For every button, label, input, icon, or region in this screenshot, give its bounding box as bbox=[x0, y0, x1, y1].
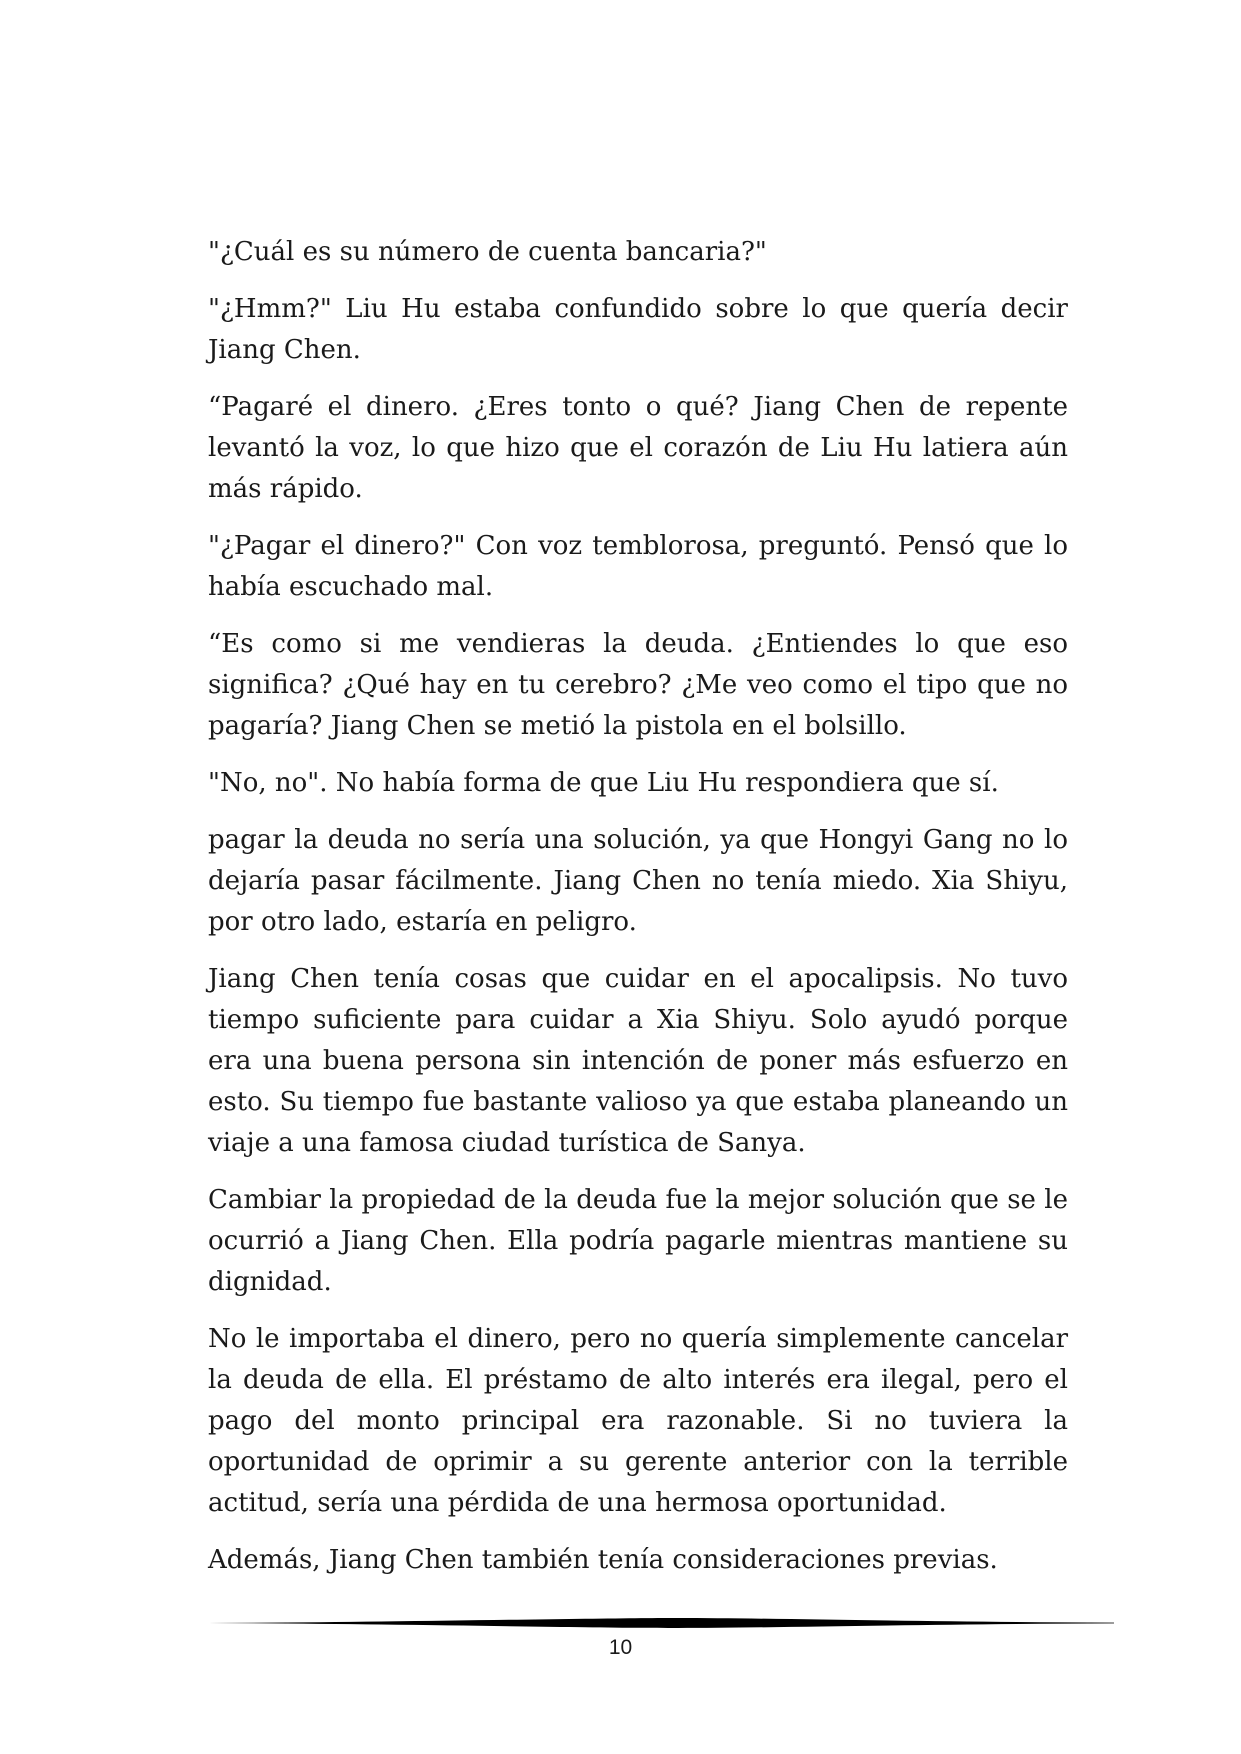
paragraph-4: "¿Pagar el dinero?" Con voz temblorosa, preguntó. Pensó que lo había escuchado mal. bbox=[208, 531, 1068, 602]
footer-divider bbox=[208, 1617, 1114, 1629]
paragraph-10: No le importaba el dinero, pero no quería simplemente cancelar la deuda de ella. El préstamo de alto interés era ilegal, pero el pago del monto principal era razonable. Si no tuviera la oportunidad de oprimir a su gerente anterior con la terrible actitud, sería una pérdida de una hermosa oportunidad. bbox=[208, 1324, 1068, 1518]
page-number: 10 bbox=[608, 1636, 633, 1659]
paragraph-5: “Es como si me vendieras la deuda. ¿Entiendes lo que eso significa? ¿Qué hay en tu cerebro? ¿Me veo como el tipo que no pagaría? Jiang Chen se metió la pistola en el bolsillo. bbox=[208, 629, 1068, 741]
paragraph-11: Además, Jiang Chen también tenía consideraciones previas. bbox=[208, 1545, 998, 1575]
paragraph-6: "No, no". No había forma de que Liu Hu respondiera que sí. bbox=[208, 768, 999, 798]
paragraph-2: "¿Hmm?" Liu Hu estaba confundido sobre lo que quería decir Jiang Chen. bbox=[208, 294, 1068, 365]
paragraph-7: pagar la deuda no sería una solución, ya que Hongyi Gang no lo dejaría pasar fácilmente. Jiang Chen no tenía miedo. Xia Shiyu, por otro lado, estaría en peligro. bbox=[208, 825, 1068, 937]
paragraph-9: Cambiar la propiedad de la deuda fue la mejor solución que se le ocurrió a Jiang Chen. Ella podría pagarle mientras mantiene su dignidad. bbox=[208, 1185, 1068, 1297]
body-text bbox=[208, 232, 1068, 1597]
paragraph-1: "¿Cuál es su número de cuenta bancaria?" bbox=[208, 237, 767, 267]
paragraph-3: “Pagaré el dinero. ¿Eres tonto o qué? Jiang Chen de repente levantó la voz, lo que hizo que el corazón de Liu Hu latiera aún más rápido. bbox=[208, 392, 1068, 504]
paragraph-8: Jiang Chen tenía cosas que cuidar en el apocalipsis. No tuvo tiempo suficiente para cuidar a Xia Shiyu. Solo ayudó porque era una buena persona sin intención de poner más esfuerzo en esto. Su tiempo fue bastante valioso ya que estaba planeando un viaje a una famosa ciudad turística de Sanya. bbox=[208, 964, 1068, 1158]
